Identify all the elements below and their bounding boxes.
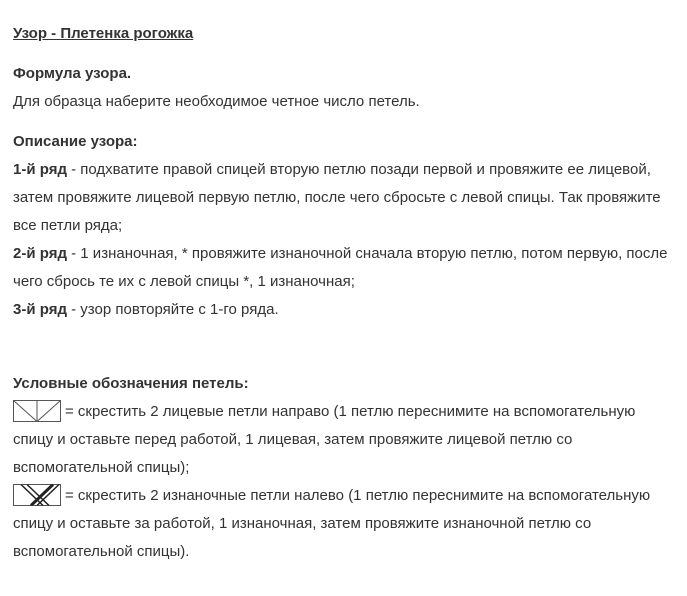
row-2-label: 2-й ряд <box>13 245 67 262</box>
legend-item-cross-right-text: = скрестить 2 лицевые петли направо (1 петлю переснимите на вспомогательную спицу и оставьте перед работой, 1 лицевая, затем провяжите лицевой петлю со вспомогательной спицы); <box>13 403 636 476</box>
row-1-text: - подхватите правой спицей вторую петлю позади первой и провяжите ее лицевой, затем провяжите лицевой первую петлю, после чего сбросьте с левой спицы. Так провяжите все петли ряда; <box>13 161 661 234</box>
row-3 <box>13 296 674 324</box>
row-2 <box>13 240 674 296</box>
cross-right-knit-icon <box>13 400 61 422</box>
description-heading: Описание узора: <box>13 133 138 150</box>
formula-text: Для образца наберите необходимое четное число петель. <box>13 93 420 110</box>
row-3-text: - узор повторяйте с 1-го ряда. <box>66 301 279 318</box>
page-title: Узор - Плетенка рогожка <box>13 25 194 42</box>
legend-item-cross-left-text: = скрестить 2 изнаночные петли налево (1 петлю переснимите на вспомогательную спицу и оставьте за работой, 1 изнаночная, затем провяжите изнаночной петлю со вспомогательной спицы). <box>13 487 651 560</box>
row-3-label: 3-й ряд <box>13 301 67 318</box>
cross-left-purl-icon <box>13 484 61 506</box>
formula-heading: Формула узора. <box>13 65 132 82</box>
legend-item-cross-right <box>13 398 674 482</box>
legend-heading: Условные обозначения петель: <box>13 375 249 392</box>
row-2-text: - 1 изнаночная, * провяжите изнаночной сначала вторую петлю, потом первую, после чего сбрось те их с левой спицы *, 1 изнаночная; <box>13 245 668 290</box>
legend-item-cross-left <box>13 482 674 566</box>
row-1-label: 1-й ряд <box>13 161 67 178</box>
row-1 <box>13 156 674 240</box>
